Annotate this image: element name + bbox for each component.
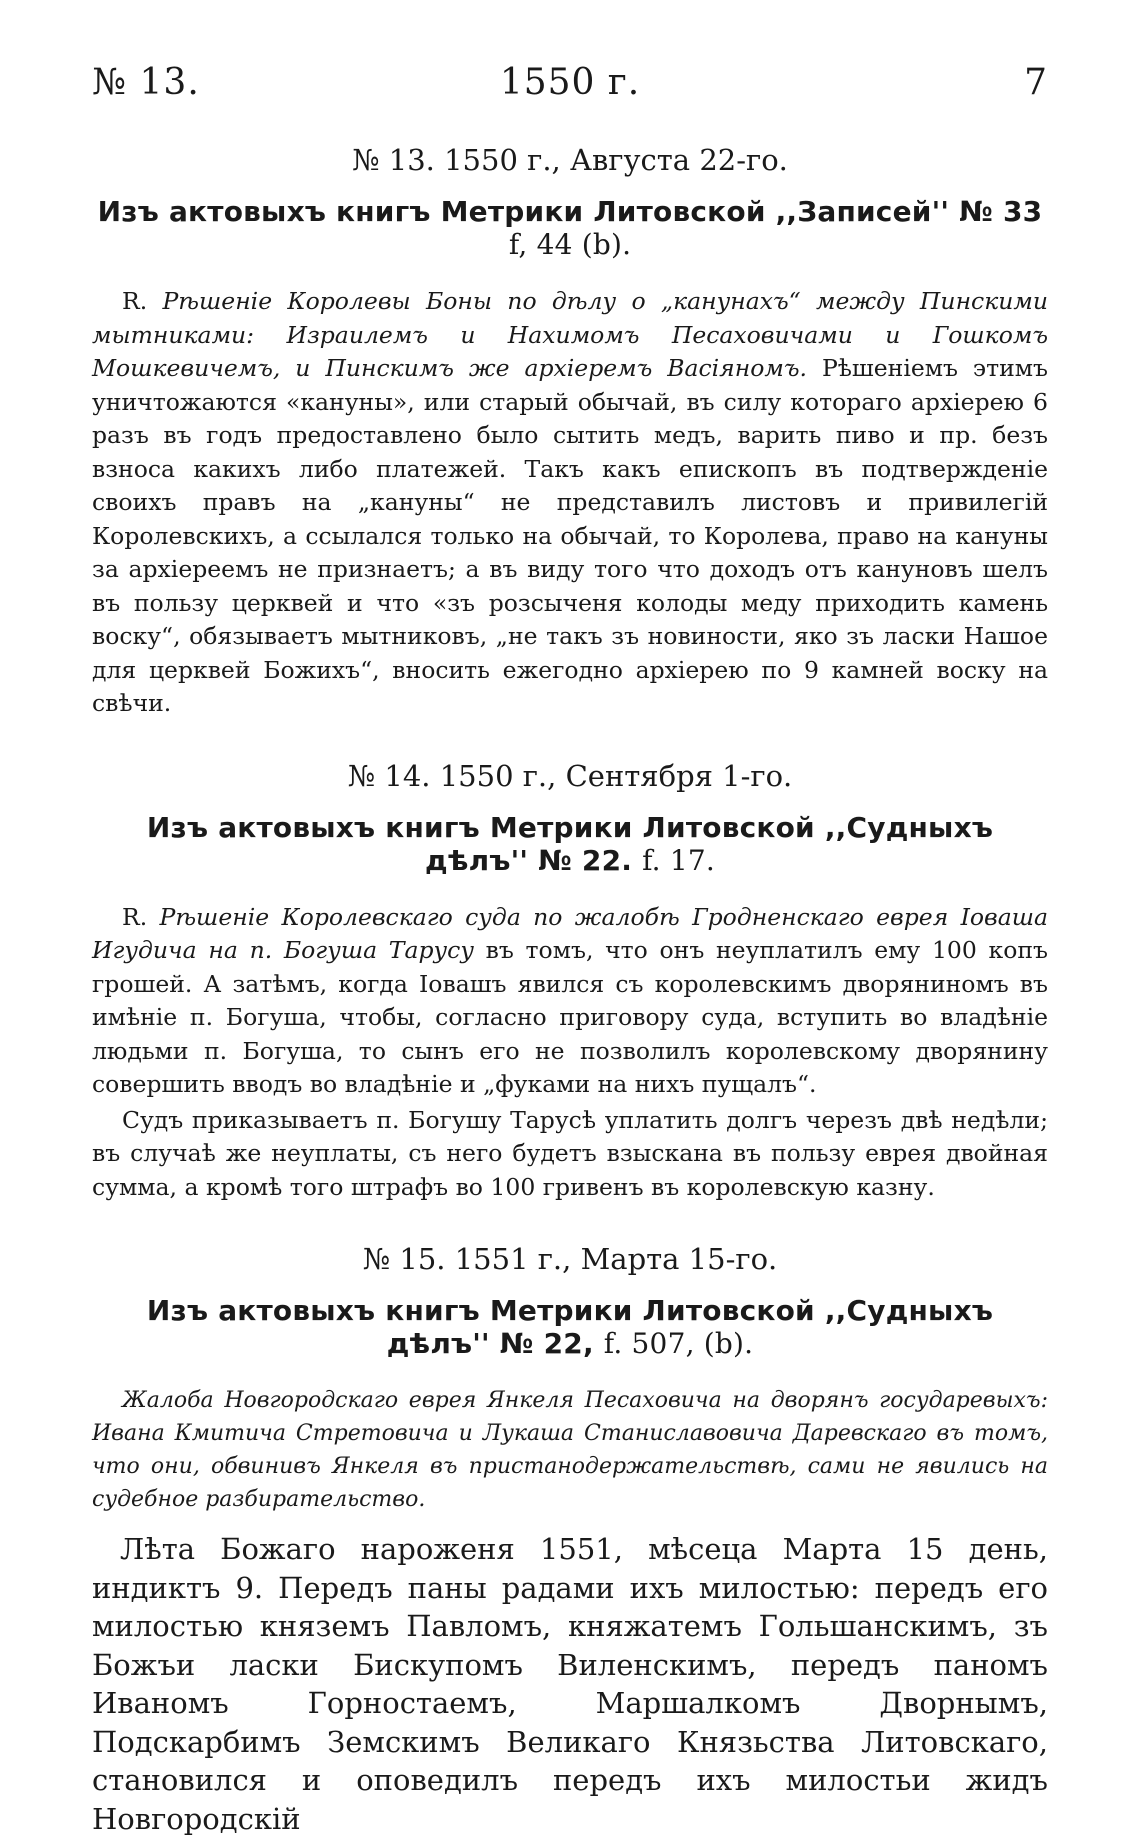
running-head-year: 1550 г. — [499, 62, 641, 103]
document-source — [92, 811, 1048, 877]
document-summary: Жалоба Новгородскаго еврея Янкеля Песаховича на дворянъ государевыхъ: Ивана Кмитича Стретовича и Лукаша Станиславовича Даревскаго въ томъ, что они, обвинивъ Янкеля въ пристанодержательствѣ, сами не явились на судебное разбирательство. — [92, 1388, 1048, 1512]
summary-text: Рѣшеніемъ этимъ уничтожаются «кануны», или старый обычай, въ силу котораго архіерею 6 разъ въ годъ предоставлено было сытить медъ, варить пиво и пр. безъ взноса какихъ либо платежей. Такъ какъ епископъ въ подтвержденіе своихъ правъ на „кануны“ не представилъ листовъ и привилегій Королевскихъ, а ссылался только на обычай, то Королева, право на кануны за архіереемъ не признаетъ; а въ виду того что доходъ отъ кануновъ шелъ въ пользу церквей и что «зъ розсыченя колоды меду приходить камень воску“, обязываетъ мытниковъ, „не такъ зъ новиности, яко зъ ласки Нашое для церквей Божихъ“, вносить ежегодно архіерею по 9 камней воску на свѣчи. — [92, 354, 1048, 717]
document-entry-13 — [92, 143, 1048, 721]
summary-text: въ томъ, что онъ неуплатилъ ему 100 копъ грошей. А затѣмъ, когда Іовашъ явился съ королевскимъ дворяниномъ въ имѣніе п. Богуша, чтобы, согласно приговору суда, вступить во владѣніе людьми п. Богуша, то сынъ его не позволилъ королевскому дворянину совершить вводъ во владѣніе и „фуками на нихъ пущалъ“. — [92, 936, 1048, 1098]
document-summary — [92, 901, 1048, 1102]
document-source-folio: f. 17. — [642, 843, 715, 877]
document-body-text: Лѣта Божаго нароженя 1551, мѣсеца Марта 15 день, индиктъ 9. Передъ паны радами ихъ милостью: передъ его милостью княземъ Павломъ, княжатемъ Гольшанскимъ, зъ Божъи ласки Бискупомъ Виленскимъ, передъ паномъ Иваномъ Горностаемъ, Маршалкомъ Дворнымъ, Подскарбимъ Земскимъ Великаго Князьства Литовскаго, становился и оповедилъ передъ ихъ милостьи жидъ Новгородскій — [92, 1532, 1048, 1836]
document-source-title: Изъ актовыхъ книгъ Метрики Литовской ,,Судныхъ дѣлъ'' № 22, — [146, 1294, 994, 1360]
page-number: 7 — [1024, 62, 1049, 103]
document-summary — [92, 285, 1048, 721]
document-entry-14 — [92, 759, 1048, 1205]
document-source-title: Изъ актовыхъ книгъ Метрики Литовской ,,Записей'' № 33 — [97, 195, 1043, 228]
summary-italic: Рѣшеніе Королевы Боны по дѣлу о „канунахъ“ между Пинскими мытниками: Израилемъ и Нахимомъ Песаховичами и Гошкомъ Мошкевичемъ, и Пинскимъ же архіеремъ Васіяномъ. — [92, 287, 1048, 382]
document-heading: № 15. 1551 г., Марта 15-го. — [362, 1242, 778, 1276]
document-heading: № 13. 1550 г., Августа 22-го. — [352, 143, 788, 177]
running-head-doc-number: № 13. — [92, 62, 200, 103]
document-source-folio: f. 507, (b). — [603, 1327, 754, 1360]
document-summary-continued: Судъ приказываетъ п. Богушу Тарусѣ уплатить долгъ черезъ двѣ недѣли; въ случаѣ же неуплаты, съ него будетъ взыскана въ пользу еврея двойная сумма, а кромѣ того штрафъ во 100 гривенъ въ королевскую казну. — [92, 1105, 1048, 1201]
document-source — [92, 195, 1048, 261]
document-heading: № 14. 1550 г., Сентября 1-го. — [347, 758, 793, 793]
summary-marker: R. — [122, 287, 163, 315]
document-source — [92, 1294, 1048, 1360]
document-source-folio: f, 44 (b). — [508, 228, 632, 261]
summary-marker: R. — [122, 902, 160, 931]
document-source-title: Изъ актовыхъ книгъ Метрики Литовской ,,Судныхъ дѣлъ'' № 22. — [146, 810, 994, 877]
summary-italic: Рѣшеніе Королевскаго суда по жалобѣ Гродненскаго еврея Іоваша Игудича на п. Богуша Тарусу — [92, 902, 1048, 964]
document-entry-15 — [92, 1242, 1048, 1838]
running-head — [92, 62, 1048, 103]
